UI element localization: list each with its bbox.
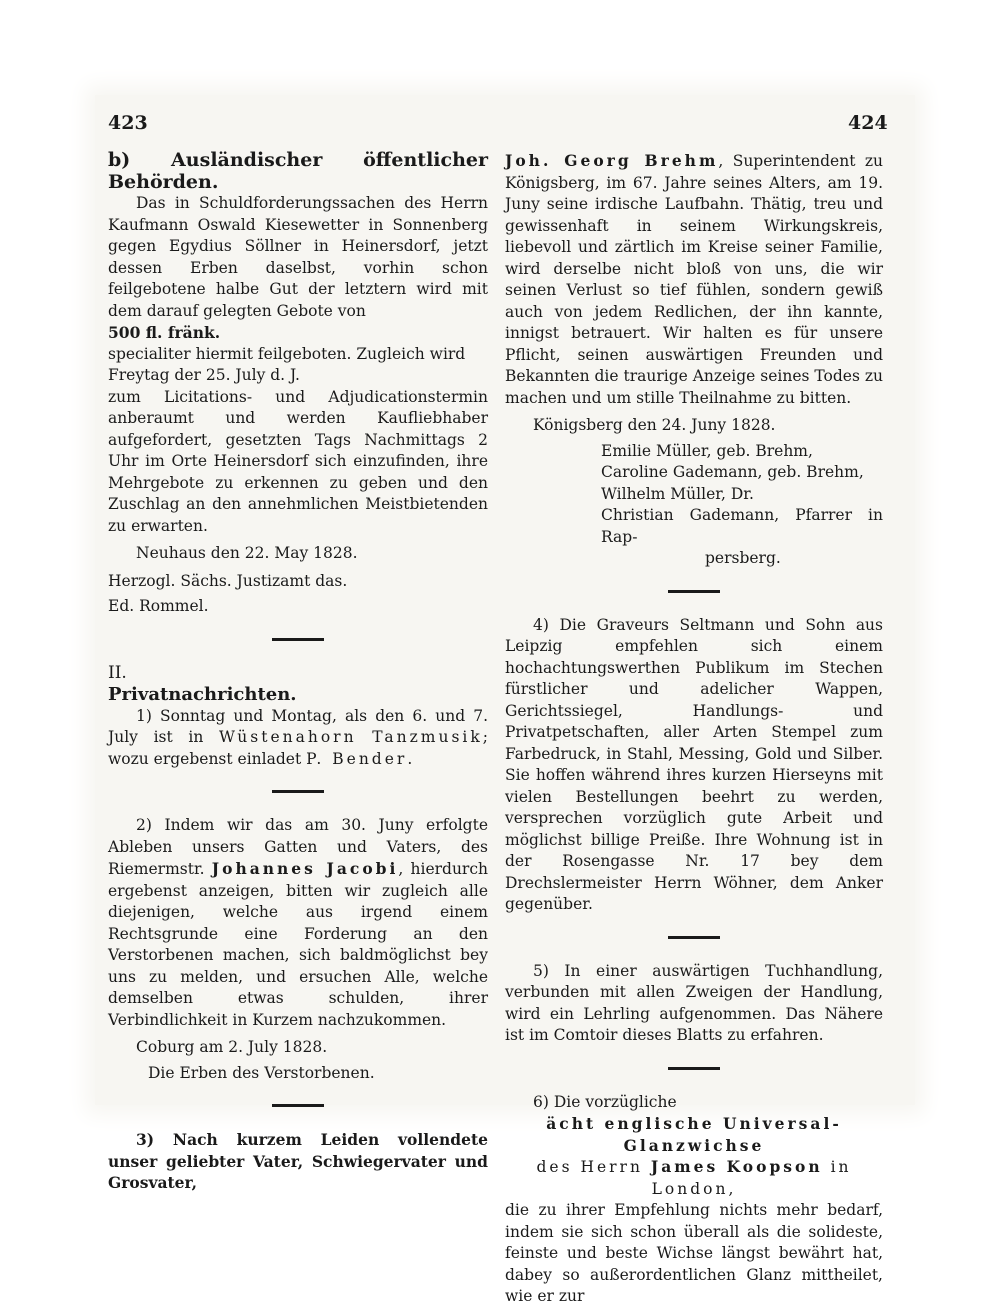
item-dance-text: 1) Sonntag und Montag, als den 6. und 7. July ist in: [108, 706, 488, 746]
item-dance-text-2: ; wozu ergebenst einladet: [108, 728, 488, 768]
item-dance-music: [108, 706, 488, 771]
item-dance-signer: P. Bender: [306, 749, 408, 768]
item-polish-maker-name: James Koopson: [650, 1157, 823, 1176]
page-number-right: 424: [848, 112, 888, 134]
notice-auction-date: Freytag der 25. July d. J.: [108, 366, 300, 384]
item-brehm-name: Joh. Georg Brehm: [505, 151, 719, 170]
divider: [668, 590, 720, 593]
notice-place-date: Neuhaus den 22. May 1828.: [136, 544, 358, 562]
notice-auction-amount: 500 fl. fränk.: [108, 323, 221, 342]
divider: [272, 1104, 324, 1107]
item-dance-end: .: [407, 749, 413, 768]
notice-auction-text: Das in Schuldforderungssachen des Herrn Kaufmann Oswald Kiesewetter in Sonnenberg gegen Egydius Söllner in Heinersdorf, jetzt dessen Erben daselbst, vorhin schon feilgebotene halbe Gut der letztern wird mit dem darauf gelegten Gebote von: [108, 194, 488, 320]
item-jacobi-name: Johannes Jacobi: [211, 859, 399, 878]
item-jacobi-text: 2) Indem wir das am 30. Juny erfolgte Ableben unsers Gatten und Vaters, des Riemermstr.: [108, 816, 488, 878]
item-death-notice-jacobi: [108, 815, 488, 1031]
item-brehm-text-cont: , Superintendent zu Königsberg, im 67. Jahre seines Alters, am 19. Juny seine irdische Laufbahn. Thätig, treu und gewissenhaft in seinem Wirkungskreis, liebevoll und zärtlich im Kreise seiner Familie, wird derselbe nicht bloß von uns, die wir seinen Verlust so tief fühlen, sondern gewiß auch von jedem Redlichen, der ihn kannte, innigst betrauert. Wir halten es für unsere Pflicht, seinen auswärtigen Freunden und Bekannten die traurige Anzeige seines Todes zu machen und um stille Theilnahme zu bitten.: [505, 152, 884, 407]
item-brehm-signer-4: Christian Gademann, Pfarrer in Rap-: [601, 506, 883, 546]
item-dance-space: [357, 728, 373, 746]
notice-auction-text-3: zum Licitations- und Adjudicationstermin anberaumt und werden Kaufliebhaber aufgefordert, gesetzten Tags Nachmittags 2 Uhr im Orte Heinersdorf sich einzufinden, ihre Mehrgebote zu erkennen zu geben und den Zuschlag an den annehmlichen Meistbietenden zu erwarten.: [108, 387, 488, 535]
item-engravers-ad: 4) Die Graveurs Seltmann und Sohn aus Leipzig empfehlen sich einem hochachtungswerthen Publikum im Stechen fürstlicher und adelicher Wappen, Gerichtssiegel, Handlungs- und Privatpetschaften, aller Arten Stempel zum Farbedruck, in Stahl, Messing, Gold und Silber. Sie hoffen während ihres kurzen Hierseyns mit vielen Bestellungen beehrt zu werden, versprechen vorzüglich gute Arbeit und möglichst billige Preiße. Ihre Wohnung ist in der Rosengasse Nr. 17 bey dem Drechslermeister Herrn Wöhner, dem Anker gegenüber.: [505, 615, 883, 913]
item-brehm-signer-2: Caroline Gademann, geb. Brehm,: [601, 463, 864, 481]
section-number: II.: [108, 662, 127, 683]
notice-signer: Ed. Rommel.: [108, 597, 209, 615]
item-dance-event: Tanzmusik: [372, 728, 483, 746]
item-polish-maker-city: in London,: [651, 1158, 852, 1198]
item-polish-maker: [505, 1156, 883, 1200]
section-heading-foreign-authorities: b) Ausländischer öffentlicher Behörden.: [108, 149, 488, 193]
item-dance-place: Wüstenahorn: [219, 728, 357, 746]
item-polish-product: ächt englische Universal-Glanzwichse: [546, 1114, 842, 1155]
item-brehm-signer-4-cont: persberg.: [705, 549, 781, 567]
divider: [668, 936, 720, 939]
item-polish-ad-title: 6) Die vorzügliche: [533, 1092, 677, 1111]
item-brehm-text: [505, 150, 883, 409]
item-jacobi-place-date: Coburg am 2. July 1828.: [136, 1038, 328, 1056]
item-apprentice-ad: 5) In einer auswärtigen Tuchhandlung, verbunden mit allen Zweigen der Handlung, wird ein Lehrling aufgenommen. Das Nähere ist im Comtoir dieses Blatts zu erfahren.: [505, 961, 883, 1044]
item-polish-text: die zu ihrer Empfehlung nichts mehr bedarf, indem sie sich schon überall als die solideste, feinste und beste Wichse längst bewährt hat, dabey so außerordentlichen Glanz mittheilet, wie er zur: [505, 1201, 883, 1305]
left-column: [108, 150, 488, 1194]
item-polish-maker-prefix: des Herrn: [536, 1158, 651, 1176]
notice-office: Herzogl. Sächs. Justizamt das.: [108, 571, 348, 590]
divider: [272, 638, 324, 641]
divider: [272, 790, 324, 793]
item-brehm-signer-1: Emilie Müller, geb. Brehm,: [601, 441, 813, 460]
item-death-notice-brehm-start: 3) Nach kurzem Leiden vollendete unser geliebter Vater, Schwiegervater und Grosvater,: [108, 1130, 488, 1192]
page-number-left: 423: [108, 112, 148, 134]
item-jacobi-signer: Die Erben des Verstorbenen.: [148, 1063, 375, 1082]
notice-auction-text-2: specialiter hiermit feilgeboten. Zugleich wird: [108, 344, 466, 363]
item-jacobi-text-2: , hierdurch ergebenst anzeigen, bitten wir zugleich alle diejenigen, welche aus irgend einem Rechtsgrunde eine Forderung an den Verstorbenen machen, sich baldmöglichst bey uns zu melden, und ersuchen Alle, welche demselben etwas schulden, ihrer Verbindlichkeit in Kurzem nachzukommen.: [108, 860, 488, 1029]
section-title-private-news: Privatnachrichten.: [108, 684, 297, 705]
divider: [668, 1067, 720, 1070]
item-brehm-place-date: Königsberg den 24. Juny 1828.: [533, 416, 776, 434]
right-column: [505, 150, 883, 1308]
item-brehm-signer-3: Wilhelm Müller, Dr.: [601, 484, 754, 503]
